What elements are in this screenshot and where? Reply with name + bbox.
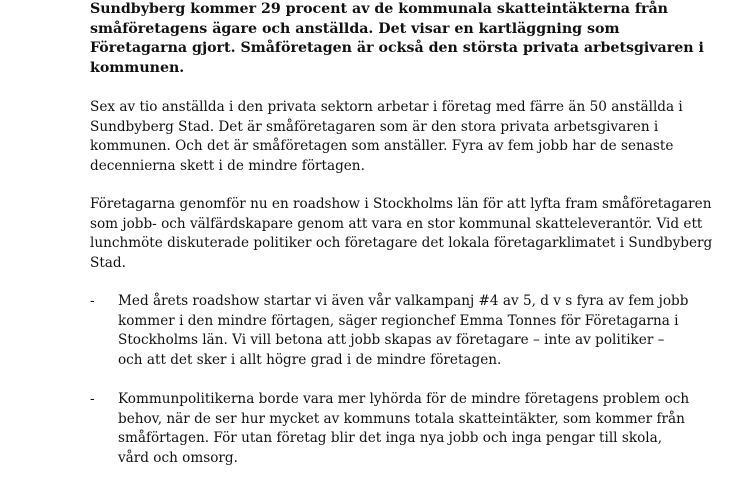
body-paragraph-employment: Sex av tio anställda i den privata sektorn arbetar i företag med färre än 50 anställda i Sundbyberg Stad. Det är småföretagaren som är den stora privata arbetsgivaren i kommunen. Och det är småföretagen som anställer. Fyra av fem jobb har de senaste decennierna skett i de mindre förtagen.: [90, 99, 683, 174]
lead-paragraph: Sundbyberg kommer 29 procent av de kommunala skatteintäkterna från småföretagens ägare och anställda. Det visar en kartläggning som Företagarna gjort. Småföretagen är också den största privata arbetsgivaren i kommunen.: [90, 1, 704, 76]
dash-marker: -: [90, 293, 95, 309]
quote-text: Kommunpolitikerna borde vara mer lyhörda för de mindre företagens problem och behov, när de ser hur mycket av kommuns totala skatteintäkter, som kommer från småförtagen. För utan företag blir det inga nya jobb och inga pengar till skola, vård och omsorg.: [118, 391, 690, 466]
dash-marker: -: [90, 391, 95, 407]
quote-item-campaign: [90, 292, 692, 370]
quote-list: [90, 292, 730, 468]
quote-item-politicians: [90, 390, 692, 468]
press-release-page: [90, 0, 730, 487]
quote-text: Med årets roadshow startar vi även vår valkampanj #4 av 5, d v s fyra av fem jobb kommer i den mindre förtagen, säger regionchef Emma Tonnes för Företagarna i Stockholms län. Vi vill betona att jobb skapas av företagare – inte av politiker – och att det sker i allt högre grad i de mindre företagen.: [118, 293, 689, 368]
body-paragraph-roadshow: Företagarna genomför nu en roadshow i Stockholms län för att lyfta fram småföretagaren som jobb- och välfärdskapare genom att vara en stor kommunal skatteleverantör. Vid ett lunchmöte diskuterade politiker och företagare det lokala företagarklimatet i Sundbyberg Stad.: [90, 196, 713, 271]
